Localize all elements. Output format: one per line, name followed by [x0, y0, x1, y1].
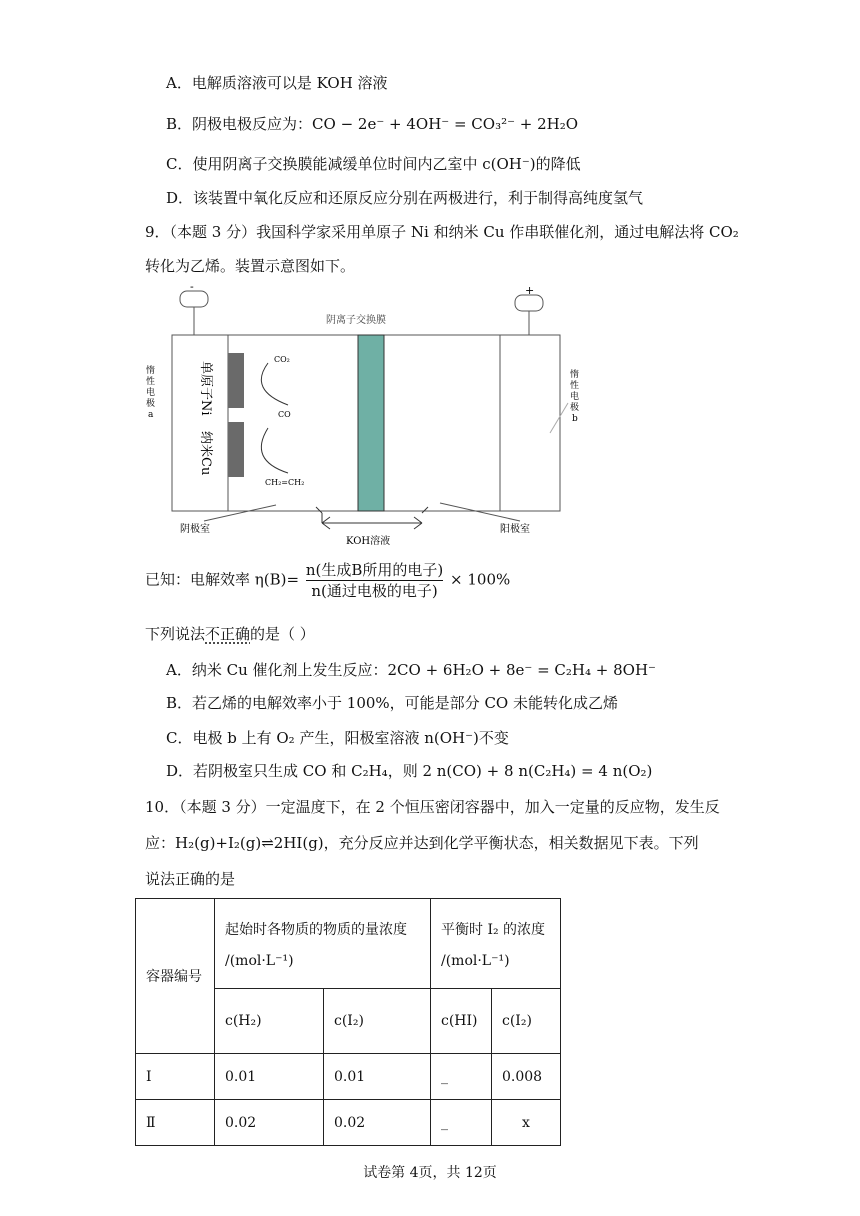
header-initial: [215, 899, 431, 989]
sub-header-i2-eq: c(I₂): [492, 989, 561, 1054]
header-initial-title: 起始时各物质的物质的量浓度: [225, 921, 407, 938]
q9-stem-line1: 9．（本题 3 分）我国科学家采用单原子 Ni 和纳米 Cu 作串联催化剂，通过电解法将 CO₂: [145, 223, 739, 241]
ni-catalyst: [228, 353, 244, 408]
cu-catalyst: [228, 422, 244, 477]
electrode-b-label: [570, 368, 579, 424]
q9-ask-emphasis: 不正确: [205, 625, 251, 643]
times-100: × 100%: [450, 570, 511, 589]
svg-text:电: 电: [570, 392, 580, 402]
svg-text:极: 极: [146, 399, 156, 409]
q9-option-c: C．电极 b 上有 O₂ 产生，阳极室溶液 n(OH⁻)不变: [166, 729, 509, 747]
eta-symbol: η(B)=: [254, 570, 300, 589]
table-cell: 0.02: [324, 1100, 431, 1146]
header-initial-unit: /(mol·L⁻¹): [225, 952, 294, 969]
koh-tick-left: [316, 507, 322, 513]
svg-text:a: a: [148, 410, 154, 420]
fraction-denominator: n(通过电极的电子): [311, 582, 438, 600]
koh-label: KOH溶液: [346, 536, 391, 547]
cu-label: 纳米Cu: [198, 431, 213, 476]
table-row: [136, 1100, 561, 1146]
table-cell: 0.008: [492, 1054, 561, 1100]
q10-stem-line1: 10．（本题 3 分）一定温度下，在 2 个恒压密闭容器中，加入一定量的反应物，发生反: [145, 798, 720, 816]
sub-header-h2: c(H₂): [215, 989, 324, 1054]
svg-text:惰: 惰: [570, 370, 580, 380]
svg-text:性: 性: [146, 377, 156, 387]
cathode-leader: [204, 505, 276, 521]
q8-option-d: D．该装置中氧化反应和还原反应分别在两极进行，利于制得高纯度氢气: [166, 189, 644, 207]
table-row: [136, 1054, 561, 1100]
q9-ask-pre: 下列说法: [145, 625, 206, 643]
table-cell: _: [431, 1054, 492, 1100]
page-footer: 试卷第 4页，共 12页: [363, 1165, 497, 1181]
table-cell: 0.02: [215, 1100, 324, 1146]
header-eq-unit: /(mol·L⁻¹): [441, 952, 510, 969]
q8-option-a: A．电解质溶液可以是 KOH 溶液: [166, 74, 388, 92]
q8-option-b-prefix: B．阴极电极反应为：: [166, 115, 313, 133]
sub-header-hi: c(HI): [431, 989, 492, 1054]
q8-option-c: C．使用阴离子交换膜能减缓单位时间内乙室中 c(OH⁻)的降低: [166, 155, 581, 173]
table-cell: x: [492, 1100, 561, 1146]
known-prefix: 已知：电解效率: [145, 570, 251, 589]
q10-stem-line2: [145, 832, 699, 853]
table-cell: Ⅰ: [136, 1054, 215, 1100]
q8-option-b: [166, 113, 578, 134]
efficiency-fraction: [306, 560, 443, 601]
anode-leader: [440, 503, 520, 521]
q9-stem-line2: 转化为乙烯。装置示意图如下。: [145, 257, 356, 275]
q9-ask: [145, 623, 315, 644]
minus-sign: -: [190, 285, 194, 293]
data-table: [135, 898, 561, 1146]
efficiency-definition: [145, 560, 510, 601]
q10-reaction: H₂(g)+I₂(g)⇌2HI(g): [175, 834, 324, 852]
plus-sign: +: [525, 285, 535, 297]
ethylene-label: CH₂=CH₂: [265, 478, 305, 487]
membrane-label: 阴离子交换膜: [326, 315, 386, 326]
header-eq-title: 平衡时 I₂ 的浓度: [441, 921, 546, 938]
table-cell: _: [431, 1100, 492, 1146]
electrode-b-leader: [550, 403, 568, 433]
svg-text:性: 性: [570, 381, 580, 391]
electrode-a-label: [146, 364, 155, 420]
fraction-numerator: n(生成B所用的电子): [305, 561, 444, 579]
header-eq: [431, 899, 561, 989]
q10-stem-pre: 应：: [145, 834, 176, 852]
co-to-ethylene-arrow: [261, 428, 288, 473]
koh-tick-right: [422, 507, 428, 513]
q9-option-d: D．若阴极室只生成 CO 和 C₂H₄，则 2 n(CO) + 8 n(C₂H₄) = 4 n(O₂): [166, 762, 653, 780]
header-container: 容器编号: [136, 899, 215, 1054]
co2-to-co-arrow: [261, 363, 288, 405]
negative-terminal: [180, 291, 208, 307]
cathode-room-label: 阴极室: [180, 524, 210, 535]
sub-header-i2: c(I₂): [324, 989, 431, 1054]
q8-option-b-equation: CO − 2e⁻ + 4OH⁻ = CO₃²⁻ + 2H₂O: [312, 115, 579, 133]
q9-option-b: B．若乙烯的电解效率小于 100%，可能是部分 CO 未能转化成乙烯: [166, 694, 618, 712]
q9-ask-post: 的是（ ）: [250, 625, 315, 643]
q9-option-a: A．纳米 Cu 催化剂上发生反应：2CO + 6H₂O + 8e⁻ = C₂H₄ + 8OH⁻: [166, 661, 656, 679]
positive-terminal: [515, 295, 543, 311]
ni-label: 单原子Ni: [198, 361, 213, 416]
anion-exchange-membrane: [358, 335, 384, 511]
table-cell: Ⅱ: [136, 1100, 215, 1146]
svg-text:电: 电: [146, 388, 156, 398]
co-label: CO: [278, 410, 291, 419]
table-cell: 0.01: [215, 1054, 324, 1100]
q10-stem-post: ，充分反应并达到化学平衡状态，相关数据见下表。下列: [323, 834, 699, 852]
svg-text:惰: 惰: [146, 366, 156, 376]
svg-text:b: b: [572, 414, 578, 424]
svg-text:极: 极: [570, 403, 580, 413]
table-cell: 0.01: [324, 1054, 431, 1100]
co2-label: CO₂: [274, 355, 290, 364]
electrolysis-diagram: [140, 285, 600, 550]
anode-room-label: 阳极室: [500, 524, 530, 535]
q10-stem-line3: 说法正确的是: [145, 870, 236, 888]
